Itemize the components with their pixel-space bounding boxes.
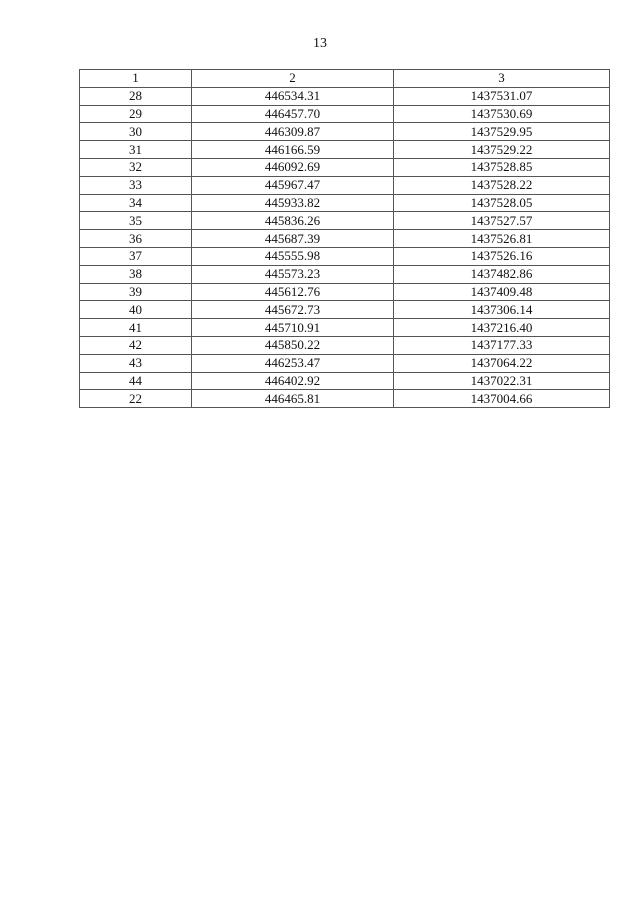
point-number-cell: 36 bbox=[80, 230, 192, 248]
y-coordinate-cell: 1437022.31 bbox=[394, 372, 610, 390]
y-coordinate-cell: 1437004.66 bbox=[394, 390, 610, 408]
table-row bbox=[80, 141, 610, 159]
y-coordinate-cell: 1437526.16 bbox=[394, 247, 610, 265]
x-coordinate-cell: 445967.47 bbox=[192, 176, 394, 194]
point-number-cell: 29 bbox=[80, 105, 192, 123]
x-coordinate-cell: 445687.39 bbox=[192, 230, 394, 248]
point-number-cell: 38 bbox=[80, 265, 192, 283]
y-coordinate-cell: 1437177.33 bbox=[394, 336, 610, 354]
table-row bbox=[80, 336, 610, 354]
table-row bbox=[80, 105, 610, 123]
point-number-cell: 37 bbox=[80, 247, 192, 265]
table-row bbox=[80, 194, 610, 212]
point-number-cell: 34 bbox=[80, 194, 192, 212]
point-number-cell: 28 bbox=[80, 87, 192, 105]
x-coordinate-cell: 446309.87 bbox=[192, 123, 394, 141]
point-number-cell: 43 bbox=[80, 354, 192, 372]
y-coordinate-cell: 1437527.57 bbox=[394, 212, 610, 230]
y-coordinate-cell: 1437528.22 bbox=[394, 176, 610, 194]
table-row bbox=[80, 212, 610, 230]
x-coordinate-cell: 445710.91 bbox=[192, 319, 394, 337]
x-coordinate-cell: 446457.70 bbox=[192, 105, 394, 123]
y-coordinate-cell: 1437526.81 bbox=[394, 230, 610, 248]
table-row bbox=[80, 354, 610, 372]
table-header-row bbox=[80, 70, 610, 88]
column-header-3: 3 bbox=[394, 70, 610, 88]
point-number-cell: 42 bbox=[80, 336, 192, 354]
point-number-cell: 22 bbox=[80, 390, 192, 408]
y-coordinate-cell: 1437529.95 bbox=[394, 123, 610, 141]
page-number: 13 bbox=[313, 36, 327, 51]
x-coordinate-cell: 445573.23 bbox=[192, 265, 394, 283]
y-coordinate-cell: 1437064.22 bbox=[394, 354, 610, 372]
point-number-cell: 35 bbox=[80, 212, 192, 230]
y-coordinate-cell: 1437409.48 bbox=[394, 283, 610, 301]
table-row bbox=[80, 123, 610, 141]
table-row bbox=[80, 230, 610, 248]
x-coordinate-cell: 445836.26 bbox=[192, 212, 394, 230]
table-row bbox=[80, 390, 610, 408]
x-coordinate-cell: 446092.69 bbox=[192, 158, 394, 176]
y-coordinate-cell: 1437482.86 bbox=[394, 265, 610, 283]
table-row bbox=[80, 301, 610, 319]
x-coordinate-cell: 446534.31 bbox=[192, 87, 394, 105]
y-coordinate-cell: 1437216.40 bbox=[394, 319, 610, 337]
point-number-cell: 41 bbox=[80, 319, 192, 337]
point-number-cell: 39 bbox=[80, 283, 192, 301]
y-coordinate-cell: 1437306.14 bbox=[394, 301, 610, 319]
point-number-cell: 31 bbox=[80, 141, 192, 159]
y-coordinate-cell: 1437531.07 bbox=[394, 87, 610, 105]
point-number-cell: 33 bbox=[80, 176, 192, 194]
table-row bbox=[80, 283, 610, 301]
column-header-2: 2 bbox=[192, 70, 394, 88]
table-row bbox=[80, 158, 610, 176]
x-coordinate-cell: 445672.73 bbox=[192, 301, 394, 319]
x-coordinate-cell: 446166.59 bbox=[192, 141, 394, 159]
table-row bbox=[80, 176, 610, 194]
x-coordinate-cell: 446402.92 bbox=[192, 372, 394, 390]
x-coordinate-cell: 445933.82 bbox=[192, 194, 394, 212]
table-row bbox=[80, 87, 610, 105]
table-body bbox=[80, 87, 610, 407]
table-row bbox=[80, 265, 610, 283]
x-coordinate-cell: 446253.47 bbox=[192, 354, 394, 372]
x-coordinate-cell: 446465.81 bbox=[192, 390, 394, 408]
y-coordinate-cell: 1437528.05 bbox=[394, 194, 610, 212]
table-row bbox=[80, 319, 610, 337]
coordinates-table bbox=[79, 69, 610, 408]
x-coordinate-cell: 445612.76 bbox=[192, 283, 394, 301]
y-coordinate-cell: 1437530.69 bbox=[394, 105, 610, 123]
x-coordinate-cell: 445555.98 bbox=[192, 247, 394, 265]
table-row bbox=[80, 372, 610, 390]
y-coordinate-cell: 1437529.22 bbox=[394, 141, 610, 159]
column-header-1: 1 bbox=[80, 70, 192, 88]
point-number-cell: 32 bbox=[80, 158, 192, 176]
point-number-cell: 40 bbox=[80, 301, 192, 319]
point-number-cell: 44 bbox=[80, 372, 192, 390]
table-row bbox=[80, 247, 610, 265]
x-coordinate-cell: 445850.22 bbox=[192, 336, 394, 354]
point-number-cell: 30 bbox=[80, 123, 192, 141]
y-coordinate-cell: 1437528.85 bbox=[394, 158, 610, 176]
